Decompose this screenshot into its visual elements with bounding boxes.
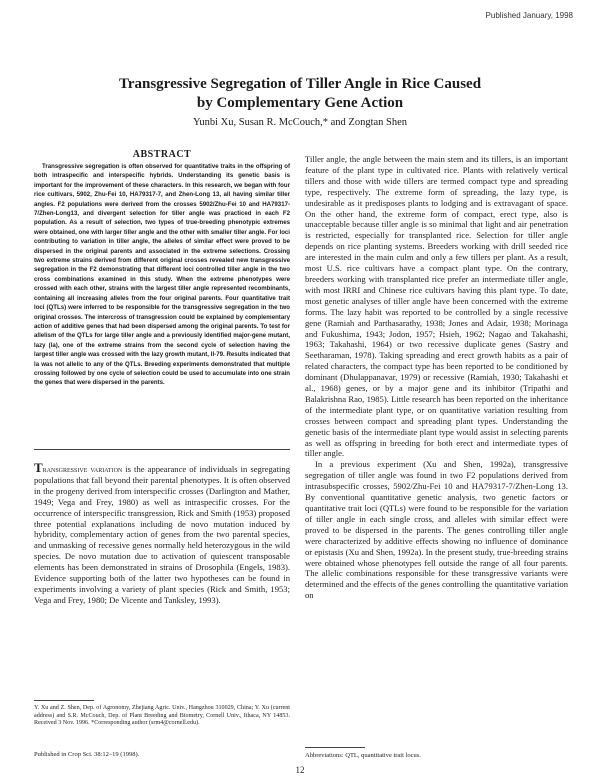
- paragraph-previous-experiment: In a previous experiment (Xu and Shen, 1992a), transgressive segregation of tiller angle was found in two F2 populations derived from intrasubspecific crosses, 5902/Zhu-Fei 10 and HA79317-7/Zhen-Long 13. By conventional quantitative genetic analysis, two genetic factors or quantitative trait loci (QTLs) were found to be responsible for the variation of tiller angle in each single cross, and alleles with similar effect were proved to be dispersed in the parents. The genes controlling tiller angle were characterized by additive effects showing no influence of dominance or epistasis (Xu and Shen, 1992a). In the present study, true-breeding strains were obtained whose phenotypes fell outside the range of all four parents. The allelic combinations responsible for these transgressive variants were determined and the effects of the genes controlling the quantitative variation on: [305, 459, 568, 601]
- page-number: 12: [295, 765, 305, 775]
- intro-smallcaps: ransgressive variation: [42, 464, 123, 474]
- abstract-heading: ABSTRACT: [132, 149, 192, 160]
- abbreviations-note: Abbreviations: QTL, quantitative trait locus.: [305, 752, 421, 759]
- drop-cap: T: [34, 460, 43, 475]
- publication-date: Published January, 1998: [485, 11, 573, 20]
- footnote: [34, 705, 290, 728]
- paper-title: [0, 75, 600, 113]
- title-line-1: Transgressive Segregation of Tiller Angle in Rice Caused: [118, 76, 482, 92]
- abbreviations-divider: [305, 747, 365, 748]
- introduction-paragraph: [34, 460, 290, 606]
- author-list: Yunbi Xu, Susan R. McCouch,* and Zongtan Shen: [192, 117, 408, 128]
- title-line-2: by Complementary Gene Action: [196, 95, 404, 111]
- paragraph-tiller-angle: Tiller angle, the angle between the main stem and its tillers, is an important feature of the plant type in cultivated rice. Plants with relatively vertical tillers and those with wide tillers are termed compact type and spreading type, respectively. The extreme form of spreading, the lazy type, is undesirable as it predisposes plants to lodging and is extravagant of space. On the other hand, the extreme form of compact, erect type, also is unacceptable because tiller angle is so minimal that light and air penetration is restricted, especially for transplanted rice. Selection for tiller angle depends on rice planting systems. Breeders working with drill seeded rice are interested in the main culm and only a few tillers per plant. As a result, most U.S. rice cultivars have a compact plant type. On the contrary, breeders working with transplanted rice prefer an intermediate tiller angle, with most IRRI and Chinese rice cultivars having this plant type. To date, most genetic analyses of tiller angle have been concerned with the extreme forms. The lazy habit was reported to be controlled by a single recessive gene (Ramiah and Parthasarathy, 1938; Jones and Adair, 1938; Morinaga and Fukushima, 1943; Jodon, 1957; Hsieh, 1962; Nagao and Takahashi, 1963; Takahashi, 1964) or two recessive duplicate genes (Sastry and Seetharaman, 1978). Taking spreading and erect growth habits as a pair of related characters, the compact type has been reported to be conditioned by dominant (Dhulappanavar, 1979) or recessive (Ramiah, 1930; Takahashi et al., 1968) genes, or by a major gene and its inhibitor (Tripathi and Balakrishna Rao, 1985). Little research has been reported on the inheritance of the intermediate plant type, or on quantitative variation resulting from crosses between compact and spreading plant types. Understanding the genetic basis of the intermediate plant type would assist in selecting parents as well as offspring in breeding for both erect and intermediate types of tiller angle.: [305, 154, 568, 459]
- citation-line: Published in Crop Sci. 38:12–19 (1998).: [34, 751, 140, 758]
- footnote-text: Y. Xu and Z. Shen, Dep. of Agronomy, Zhejiang Agric. Univ., Hangzhou 310029, China; Y. Xu (current address) and S.R. McCouch, Dep. of Plant Breeding and Biometry, Cornell Univ., Ithaca, NY 14853. Received 3 Nov. 1996. *Corresponding author (srm4@cornell.edu).: [34, 705, 290, 727]
- abstract-divider: [34, 449, 290, 450]
- right-column: [305, 154, 568, 601]
- footnote-divider: [34, 700, 94, 701]
- abstract-text: Transgressive segregation is often observed for quantitative traits in the offspring of both intraspecific and interspecific hybrids. Understanding its genetic basis is important for the improvement of these characters. In this research, we began with four rice cultivars, 5902, Zhu-Fei 10, HA79317-7, and Zhen-Long 13, all having similar tiller angles. F2 populations were derived from the crosses 5902/Zhu-Fei 10 and HA79317-7/Zhen-Long13, and divergent selection for tiller angle was practiced in each F2 population. As a result of selection, two types of true-breeding phenotypic extremes were obtained, one with larger tiller angle and the other with smaller tiller angle. For loci contributing to variation in tiller angle, the alleles of similar effect were proved to be dispersed in the original parents and associated in the extreme selections. Crossing two extreme strains derived from different original crosses revealed new transgressive segregation in the F2 demonstrating that different loci controlled tiller angle in the two cross combinations examined in this study. When the extreme phenotypes were crossed with each other, strains with the largest tiller angle represented recombinants, containing all increasing alleles from the four original parents. Four quantitative trait loci (QTLs) were inferred to be responsible for the transgressive segregation in the two original crosses. The intercross of transgression could be explained by complementary action of additive genes that had been dispersed among the original parents. To test for allelism of the QTLs for large tiller angle and a previously identified major-gene mutant, lazy (la), one of the extreme strains from the second cycle of selection having the largest tiller angle was crossed with the lazy growth mutant, II-79. Results indicated that la was not allelic to any of the QTLs. Breeding experiments demonstrated that multiple crossing followed by one cycle of selection could be used to accumulate into one strain the genes that were dispersed in the parents.: [34, 163, 290, 387]
- abstract-body: [34, 162, 290, 388]
- intro-text: is the appearance of individuals in segregating populations that fall beyond their parental phenotypes. It is often observed in the progeny derived from interspecific crosses (Darlington and Mather, 1949; Vega and Frey, 1980) as well as intraspecific crosses. For the occurrence of interspecific transgression, Rick and Smith (1953) proposed three potential explanations including de novo mutation induced by hybridity, complementary action of genes from the two parental species, and unmasking of recessive genes normally held heterozygous in the wild species. De novo mutation due to activation of quiescent transposable elements has been demonstrated in strains of Drosophila (Engels, 1983). Evidence supporting both of the latter two hypotheses can be found in experiments involving a variety of plant species (Rick and Smith, 1953; Vega and Frey, 1980; De Vicente and Tanksley, 1993).: [34, 464, 290, 605]
